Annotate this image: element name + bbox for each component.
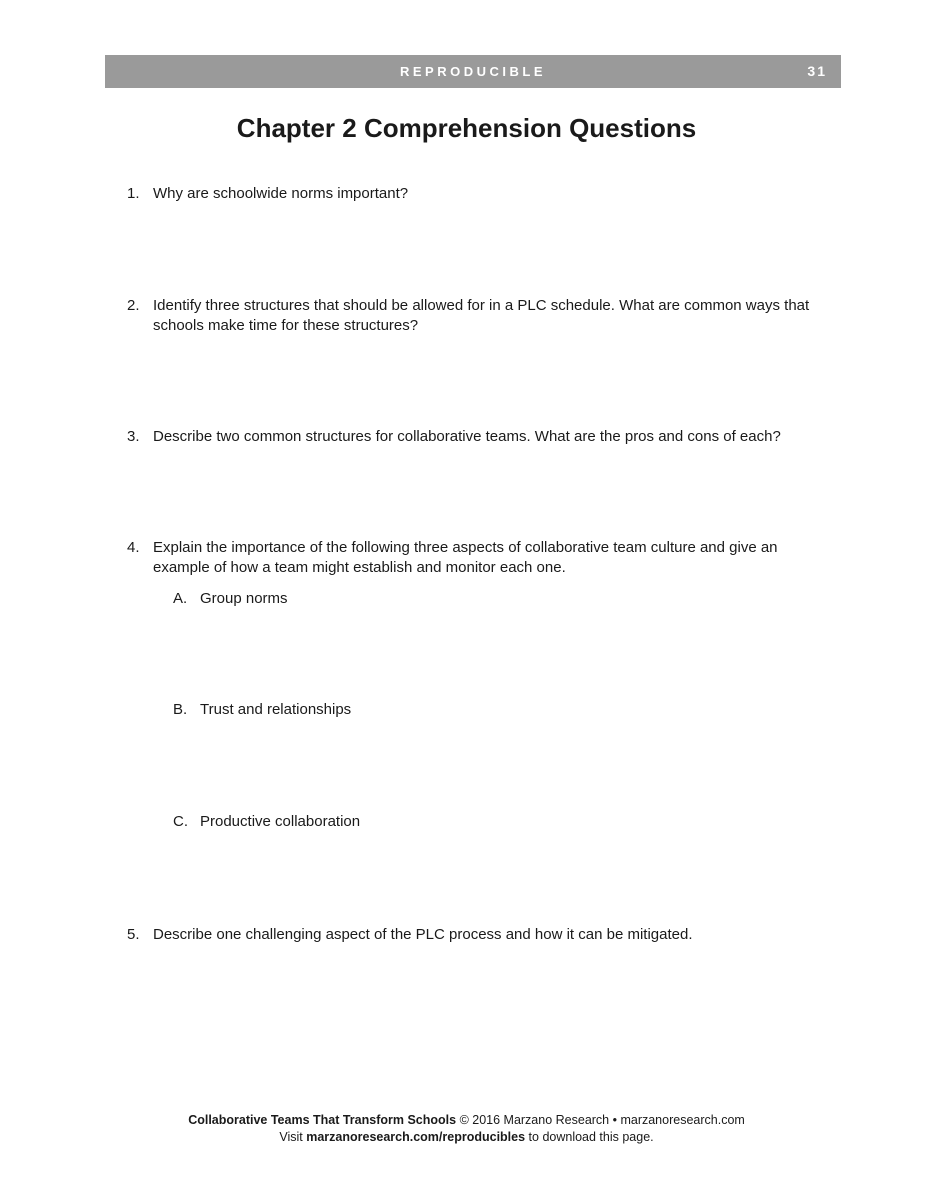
question-number: 3. — [127, 428, 140, 445]
question-number: 2. — [127, 297, 140, 314]
sub-item-a — [173, 589, 773, 609]
question-number: 1. — [127, 185, 140, 202]
sub-item-text: Productive collaboration — [200, 813, 361, 830]
page-footer — [0, 1112, 933, 1146]
sub-item-letter: B. — [173, 701, 188, 718]
question-5 — [127, 925, 827, 945]
sub-item-letter: A. — [173, 590, 188, 607]
reproducible-label: REPRODUCIBLE — [399, 64, 546, 79]
question-4 — [127, 538, 827, 578]
question-text: Describe two common structures for collaborative teams. What are the pros and cons of each? — [153, 428, 781, 445]
footer-reproducibles-link[interactable]: marzanoresearch.com/reproducibles — [306, 1130, 526, 1144]
question-text: Describe one challenging aspect of the PLC process and how it can be mitigated. — [153, 926, 693, 943]
question-1 — [127, 184, 827, 204]
footer-visit-suffix: to download this page. — [528, 1130, 654, 1144]
sub-item-letter: C. — [173, 813, 188, 830]
footer-line-1 — [0, 1112, 933, 1129]
sub-item-b — [173, 700, 773, 720]
question-number: 5. — [127, 926, 140, 943]
question-2 — [127, 296, 827, 336]
header-bar — [105, 55, 841, 88]
page-number: 31 — [807, 63, 827, 79]
question-text: Explain the importance of the following three aspects of collaborative team culture and give an example of how a team might establish and monitor each one. — [153, 539, 778, 576]
question-text: Identify three structures that should be allowed for in a PLC schedule. What are common ways that schools make time for these structures? — [153, 297, 810, 334]
page-title: Chapter 2 Comprehension Questions — [236, 113, 697, 143]
footer-copyright: © 2016 Marzano Research • marzanoresearch.com — [459, 1113, 745, 1127]
sub-item-text: Group norms — [200, 590, 288, 607]
sub-item-text: Trust and relationships — [200, 701, 352, 718]
question-number: 4. — [127, 539, 140, 556]
question-text: Why are schoolwide norms important? — [153, 185, 409, 202]
footer-line-2 — [0, 1129, 933, 1146]
footer-book-title: Collaborative Teams That Transform Schools — [188, 1113, 457, 1127]
sub-item-c — [173, 812, 773, 832]
footer-visit-prefix: Visit — [279, 1130, 303, 1144]
question-3 — [127, 427, 827, 447]
